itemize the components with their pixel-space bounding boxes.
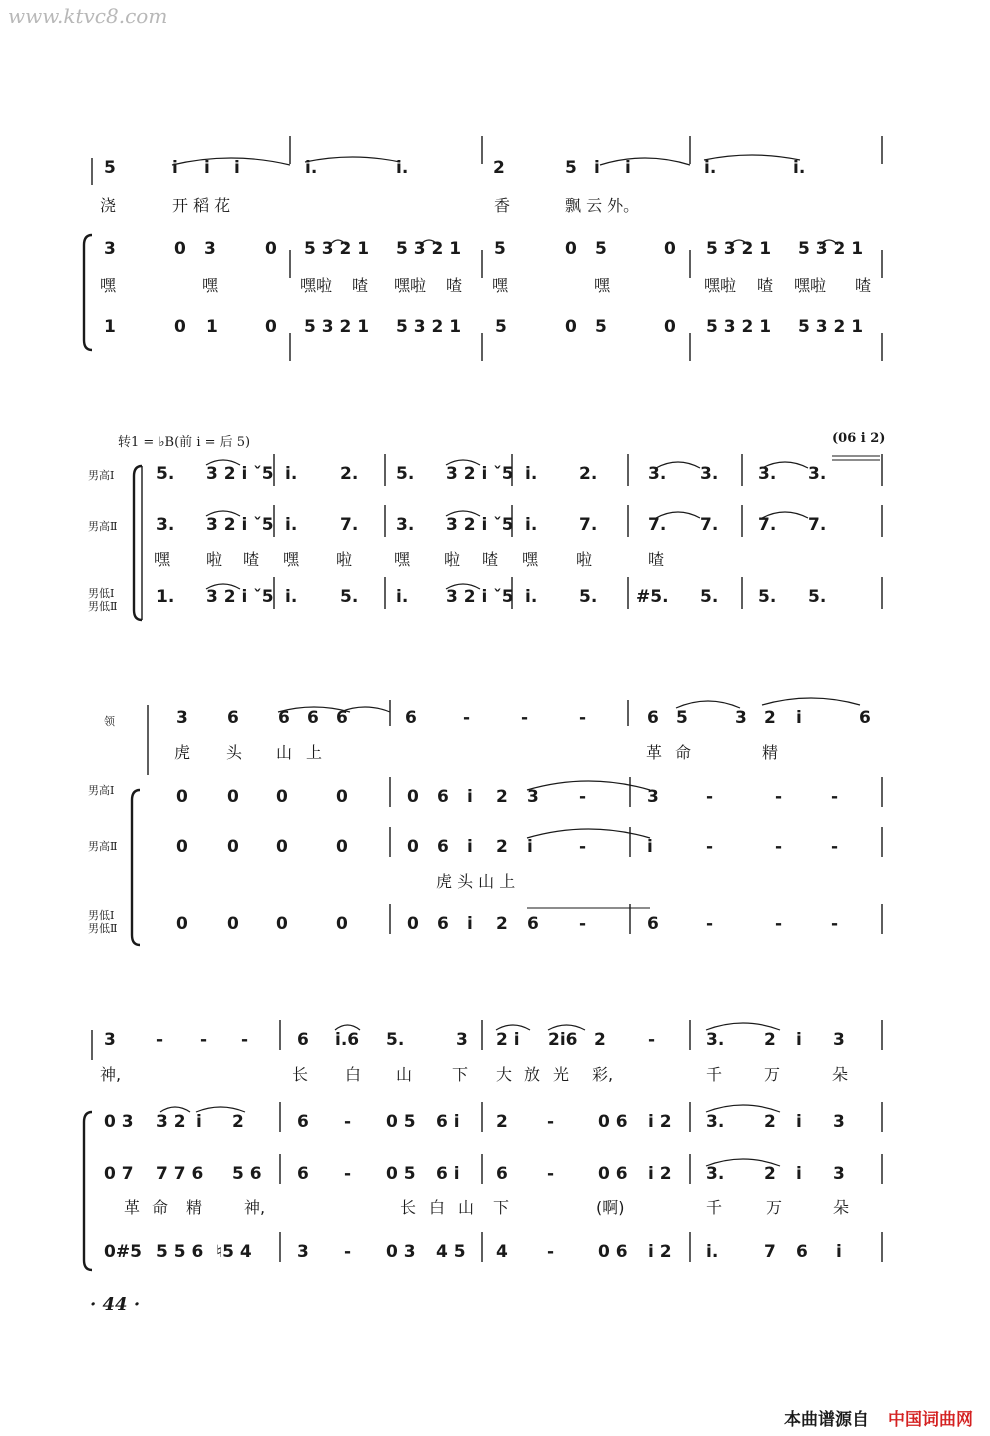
note-cell: - [547, 1242, 555, 1262]
lyric-syllable: 喳 [648, 550, 665, 569]
lyric-syllable: 嘿 [100, 276, 117, 295]
lyric-syllable: 嘿 [202, 276, 219, 295]
note-cell: i. [525, 515, 538, 535]
note-cell: - [463, 708, 471, 728]
note-cell: 2 [764, 1164, 776, 1184]
lyric-syllable: 头 [226, 743, 243, 762]
note-cell: 2 [764, 1112, 776, 1132]
label-male-low: 男低Ⅰ 男低Ⅱ [88, 587, 118, 613]
lyric-syllable: 嘿 [154, 550, 171, 569]
note-cell: 0 [227, 837, 239, 857]
note-cell: 1 [104, 317, 116, 337]
note-cell: 0 6 [598, 1112, 628, 1132]
lyric-syllable: 嘿啦 [300, 276, 333, 295]
note-cell: i [172, 158, 178, 178]
note-cell: 0 6 [598, 1164, 628, 1184]
note-cell: 6 [647, 708, 659, 728]
note-cell: i 2 [648, 1112, 672, 1132]
slur [527, 829, 650, 838]
note-cell: 6 [796, 1242, 808, 1262]
system-bracket [84, 235, 92, 350]
slur [527, 781, 650, 790]
lyric-syllable: 长 [292, 1065, 309, 1084]
note-cell: 5 3 2 1 [304, 239, 370, 259]
note-cell: 0 [565, 239, 577, 259]
note-cell: 7. [758, 515, 777, 535]
lyric-syllable: 嘿啦 [394, 276, 427, 295]
note-cell: 0 [227, 787, 239, 807]
lyric-syllable: 万 [764, 1065, 781, 1084]
note-cell: 0 [176, 787, 188, 807]
lyric-syllable: 虎 头 山 上 [436, 872, 516, 891]
note-cell: 7 [764, 1242, 776, 1262]
slur [706, 1105, 780, 1112]
note-cell: 2. [579, 464, 598, 484]
note-cell: 5. [579, 587, 598, 607]
note-cell: 6 [297, 1112, 309, 1132]
label-male-high-2-b: 男高Ⅱ [88, 840, 118, 853]
note-cell: - [547, 1164, 555, 1184]
page-number: · 44 · [90, 1294, 141, 1315]
note-cell: 5 3 2 1 [706, 317, 772, 337]
lyric-syllable: 山 [396, 1065, 413, 1084]
note-cell: 2. [340, 464, 359, 484]
note-cell: - [344, 1112, 352, 1132]
lyric-syllable: 命 [152, 1198, 169, 1217]
lyric-syllable: 神, [100, 1065, 122, 1084]
note-cell: - [706, 837, 714, 857]
note-cell: 5. [396, 464, 415, 484]
note-cell: - [648, 1030, 656, 1050]
label-lead: 领 [104, 715, 115, 728]
lyric-syllable: 精 [186, 1198, 203, 1217]
note-cell: ♮5 4 [216, 1242, 252, 1262]
note-cell: 7. [340, 515, 359, 535]
note-cell: 0 [336, 787, 348, 807]
note-cell: - [547, 1112, 555, 1132]
note-cell: 1 [206, 317, 218, 337]
note-cell: 5. [386, 1030, 405, 1050]
note-cell: i. [704, 158, 717, 178]
note-cell: 6 [278, 708, 290, 728]
note-cell: 6 [437, 787, 449, 807]
system-bracket [132, 790, 140, 945]
lyric-syllable: (啊) [596, 1198, 625, 1217]
note-cell: 3 [456, 1030, 468, 1050]
note-cell: i [196, 1112, 202, 1132]
note-cell: 2 [764, 708, 776, 728]
note-cell: 6 i [436, 1112, 460, 1132]
lyric-syllable: 嘿 [522, 550, 539, 569]
note-cell: i. [305, 158, 318, 178]
note-cell: i.6 [335, 1030, 360, 1050]
lyric-syllable: 上 [306, 743, 323, 762]
note-cell: 2 [594, 1030, 606, 1050]
note-cell: 5 3 2 1 [396, 317, 462, 337]
note-cell: 6 [437, 914, 449, 934]
note-cell: i. [285, 587, 298, 607]
note-cell: 7. [700, 515, 719, 535]
note-cell: i [467, 914, 473, 934]
note-cell: - [344, 1242, 352, 1262]
note-cell: i [836, 1242, 842, 1262]
lyric-syllable: 放 [524, 1065, 541, 1084]
note-cell: - [579, 787, 587, 807]
note-cell: 3 2 i ˇ5 [446, 464, 514, 484]
note-cell: i [467, 837, 473, 857]
note-cell: i [796, 708, 802, 728]
note-cell: 3. [706, 1030, 725, 1050]
note-cell: 2 [496, 914, 508, 934]
key-change-text: 转1 = ♭B(前 i = 后 5) [118, 435, 251, 450]
label-male-high-2: 男高Ⅱ [88, 520, 118, 533]
note-cell: 5. [808, 587, 827, 607]
note-cell: - [706, 787, 714, 807]
note-cell: 3 [527, 787, 539, 807]
note-cell: 4 5 [436, 1242, 466, 1262]
bracket-note: (06 i 2) [832, 431, 886, 446]
lyric-syllable: 嘿 [492, 276, 509, 295]
system-bracket [134, 466, 142, 620]
note-cell: - [579, 914, 587, 934]
note-cell: i [234, 158, 240, 178]
note-cell: 0 [174, 317, 186, 337]
note-cell: 7. [579, 515, 598, 535]
slur [676, 701, 740, 708]
lyric-syllable: 喳 [352, 276, 369, 295]
note-cell: 5 [595, 317, 607, 337]
note-cell: 5 3 2 1 [396, 239, 462, 259]
note-cell: - [775, 787, 783, 807]
lyric-syllable: 光 [553, 1065, 570, 1084]
slur [600, 158, 690, 165]
lyric-syllable: 嘿 [283, 550, 300, 569]
note-cell: 6 [297, 1164, 309, 1184]
note-cell: 0 [407, 837, 419, 857]
note-cell: 0 [664, 239, 676, 259]
lyric-syllable: 啦 [336, 550, 353, 569]
slur [704, 155, 800, 160]
note-cell: 3. [758, 464, 777, 484]
note-cell: i. [706, 1242, 719, 1262]
note-cell: 5 [565, 158, 577, 178]
note-cell: 0 3 [386, 1242, 416, 1262]
lyric-syllable: 命 [675, 743, 692, 762]
note-cell: i 2 [648, 1242, 672, 1262]
lyric-syllable: 下 [493, 1198, 510, 1217]
note-cell: 0 [265, 239, 277, 259]
note-cell: - [775, 837, 783, 857]
note-cell: 5 3 2 1 [706, 239, 772, 259]
note-cell: 3. [808, 464, 827, 484]
note-cell: i [647, 837, 653, 857]
note-cell: - [156, 1030, 164, 1050]
note-cell: i [527, 837, 533, 857]
note-cell: 6 [336, 708, 348, 728]
lyric-syllable: 彩, [592, 1065, 614, 1084]
note-cell: 6 [227, 708, 239, 728]
note-cell: 1. [156, 587, 175, 607]
note-cell: 7 7 6 [156, 1164, 204, 1184]
note-cell: i [467, 787, 473, 807]
lyric-syllable: 香 [494, 196, 511, 215]
note-cell: 5 [676, 708, 688, 728]
lyric-syllable: 喳 [243, 550, 260, 569]
note-cell: 5 5 6 [156, 1242, 204, 1262]
note-cell: 5 3 2 1 [798, 317, 864, 337]
lyric-syllable: 革 [646, 743, 663, 762]
lyric-syllable: 千 [706, 1065, 723, 1084]
slur [762, 698, 860, 705]
lyric-syllable: 朵 [832, 1065, 849, 1084]
note-cell: 3 2 i ˇ5 [206, 587, 274, 607]
note-cell: i. [285, 515, 298, 535]
note-cell: i [594, 158, 600, 178]
lyric-syllable: 喳 [757, 276, 774, 295]
note-cell: 0 5 [386, 1112, 416, 1132]
lyric-syllable: 飘 云 外。 [565, 196, 640, 215]
note-cell: 6 [297, 1030, 309, 1050]
note-cell: i. [525, 464, 538, 484]
lyric-syllable: 嘿啦 [704, 276, 737, 295]
lyric-syllable: 啦 [576, 550, 593, 569]
note-cell: 5 3 2 1 [304, 317, 370, 337]
note-cell: 0 [265, 317, 277, 337]
lyric-syllable: 浇 [100, 196, 117, 215]
note-cell: 3 2 i ˇ5 [446, 587, 514, 607]
slur [305, 157, 400, 162]
note-cell: 3. [706, 1164, 725, 1184]
note-cell: 0 7 [104, 1164, 134, 1184]
note-cell: 3. [156, 515, 175, 535]
lyric-syllable: 嘿 [394, 550, 411, 569]
note-cell: 3 [833, 1030, 845, 1050]
note-cell: 6 i [436, 1164, 460, 1184]
note-cell: 3 [833, 1164, 845, 1184]
lyric-syllable: 万 [766, 1198, 783, 1217]
note-cell: 0 [407, 787, 419, 807]
note-cell: 3 [104, 1030, 116, 1050]
footer-source: 本曲谱源自 [784, 1410, 869, 1430]
note-cell: - [831, 914, 839, 934]
slur [706, 1023, 780, 1030]
lyric-syllable: 白 [345, 1065, 362, 1084]
note-cell: 0#5 [104, 1242, 142, 1262]
note-cell: - [344, 1164, 352, 1184]
note-cell: i. [793, 158, 806, 178]
note-cell: 2 [493, 158, 505, 178]
note-cell: 2i6 [548, 1030, 578, 1050]
note-cell: 6 [647, 914, 659, 934]
lyric-syllable: 白 [429, 1198, 446, 1217]
note-cell: 5 [104, 158, 116, 178]
note-cell: 0 [174, 239, 186, 259]
note-cell: 0 3 [104, 1112, 134, 1132]
label-male-high-1-b: 男高Ⅰ [88, 784, 115, 797]
note-cell: 2 [764, 1030, 776, 1050]
note-cell: - [831, 837, 839, 857]
note-cell: 3 2 i ˇ5 [206, 515, 274, 535]
note-cell: 3 [833, 1112, 845, 1132]
lyric-syllable: 虎 [174, 743, 191, 762]
lyric-syllable: 山 [276, 743, 293, 762]
note-cell: 6 [859, 708, 871, 728]
note-cell: 2 [496, 1112, 508, 1132]
lyric-syllable: 下 [452, 1065, 469, 1084]
label-male-low-b: 男低Ⅰ 男低Ⅱ [88, 909, 118, 935]
note-cell: - [521, 708, 529, 728]
note-cell: 0 [176, 914, 188, 934]
note-cell: 5. [340, 587, 359, 607]
lyric-syllable: 嘿啦 [794, 276, 827, 295]
note-cell: i [204, 158, 210, 178]
note-cell: 3 [297, 1242, 309, 1262]
lyric-syllable: 朵 [833, 1198, 850, 1217]
note-cell: 5 [495, 317, 507, 337]
lyric-syllable: 神, [244, 1198, 266, 1217]
note-cell: 2 [496, 787, 508, 807]
label-male-high-1: 男高Ⅰ [88, 469, 115, 482]
slur [172, 158, 290, 165]
lyric-syllable: 啦 [444, 550, 461, 569]
note-cell: i. [396, 587, 409, 607]
note-cell: 5 [494, 239, 506, 259]
lyric-syllable: 嘿 [594, 276, 611, 295]
note-cell: i [625, 158, 631, 178]
watermark: www.ktvc8.com [8, 4, 168, 28]
note-cell: i. [396, 158, 409, 178]
note-cell: i [796, 1164, 802, 1184]
note-cell: 5 [595, 239, 607, 259]
footer-site: 中国词曲网 [888, 1410, 973, 1430]
note-cell: #5. [636, 587, 669, 607]
note-cell: 0 [336, 837, 348, 857]
note-cell: 3. [648, 464, 667, 484]
note-cell: 3 2 [156, 1112, 186, 1132]
note-cell: 3. [706, 1112, 725, 1132]
note-cell: 5 3 2 1 [798, 239, 864, 259]
note-cell: 3. [700, 464, 719, 484]
note-cell: i [796, 1030, 802, 1050]
note-cell: 0 [276, 837, 288, 857]
note-cell: 5. [156, 464, 175, 484]
note-cell: 3 [176, 708, 188, 728]
note-cell: - [831, 787, 839, 807]
note-cell: 3 [204, 239, 216, 259]
note-cell: 6 [405, 708, 417, 728]
lyric-syllable: 啦 [206, 550, 223, 569]
note-cell: 5. [700, 587, 719, 607]
note-cell: 0 [227, 914, 239, 934]
note-cell: 0 [176, 837, 188, 857]
lyric-syllable: 开 稻 花 [172, 196, 231, 215]
note-cell: - [241, 1030, 249, 1050]
note-cell: 0 [664, 317, 676, 337]
note-cell: 0 [407, 914, 419, 934]
note-cell: 5 6 [232, 1164, 262, 1184]
note-cell: 2 i [496, 1030, 520, 1050]
note-cell: i. [285, 464, 298, 484]
note-cell: 0 [336, 914, 348, 934]
note-cell: 2 [496, 837, 508, 857]
note-cell: 2 [232, 1112, 244, 1132]
note-cell: i 2 [648, 1164, 672, 1184]
note-cell: i. [525, 587, 538, 607]
lyric-syllable: 喳 [446, 276, 463, 295]
lyric-syllable: 千 [706, 1198, 723, 1217]
note-cell: 0 6 [598, 1242, 628, 1262]
note-cell: 0 5 [386, 1164, 416, 1184]
note-cell: 6 [527, 914, 539, 934]
note-cell: 6 [437, 837, 449, 857]
note-cell: - [579, 708, 587, 728]
note-cell: - [706, 914, 714, 934]
lyric-syllable: 精 [762, 743, 779, 762]
note-cell: 5. [758, 587, 777, 607]
note-cell: 3 [104, 239, 116, 259]
note-cell: 3 2 i ˇ5 [446, 515, 514, 535]
note-cell: 7. [648, 515, 667, 535]
note-cell: - [775, 914, 783, 934]
lyric-syllable: 喳 [482, 550, 499, 569]
lyric-syllable: 山 [458, 1198, 475, 1217]
system-bracket [84, 1112, 92, 1270]
note-cell: 3 [735, 708, 747, 728]
note-cell: 3 2 i ˇ5 [206, 464, 274, 484]
lyric-syllable: 革 [124, 1198, 141, 1217]
note-cell: i [796, 1112, 802, 1132]
lyric-syllable: 喳 [855, 276, 872, 295]
lyric-syllable: 大 [496, 1065, 513, 1084]
note-cell: - [200, 1030, 208, 1050]
note-cell: 6 [496, 1164, 508, 1184]
note-cell: - [579, 837, 587, 857]
note-cell: 3. [396, 515, 415, 535]
lyric-syllable: 长 [400, 1198, 417, 1217]
note-cell: 3 [647, 787, 659, 807]
note-cell: 6 [307, 708, 319, 728]
note-cell: 0 [276, 787, 288, 807]
note-cell: 7. [808, 515, 827, 535]
note-cell: 4 [496, 1242, 508, 1262]
note-cell: 0 [276, 914, 288, 934]
note-cell: 0 [565, 317, 577, 337]
